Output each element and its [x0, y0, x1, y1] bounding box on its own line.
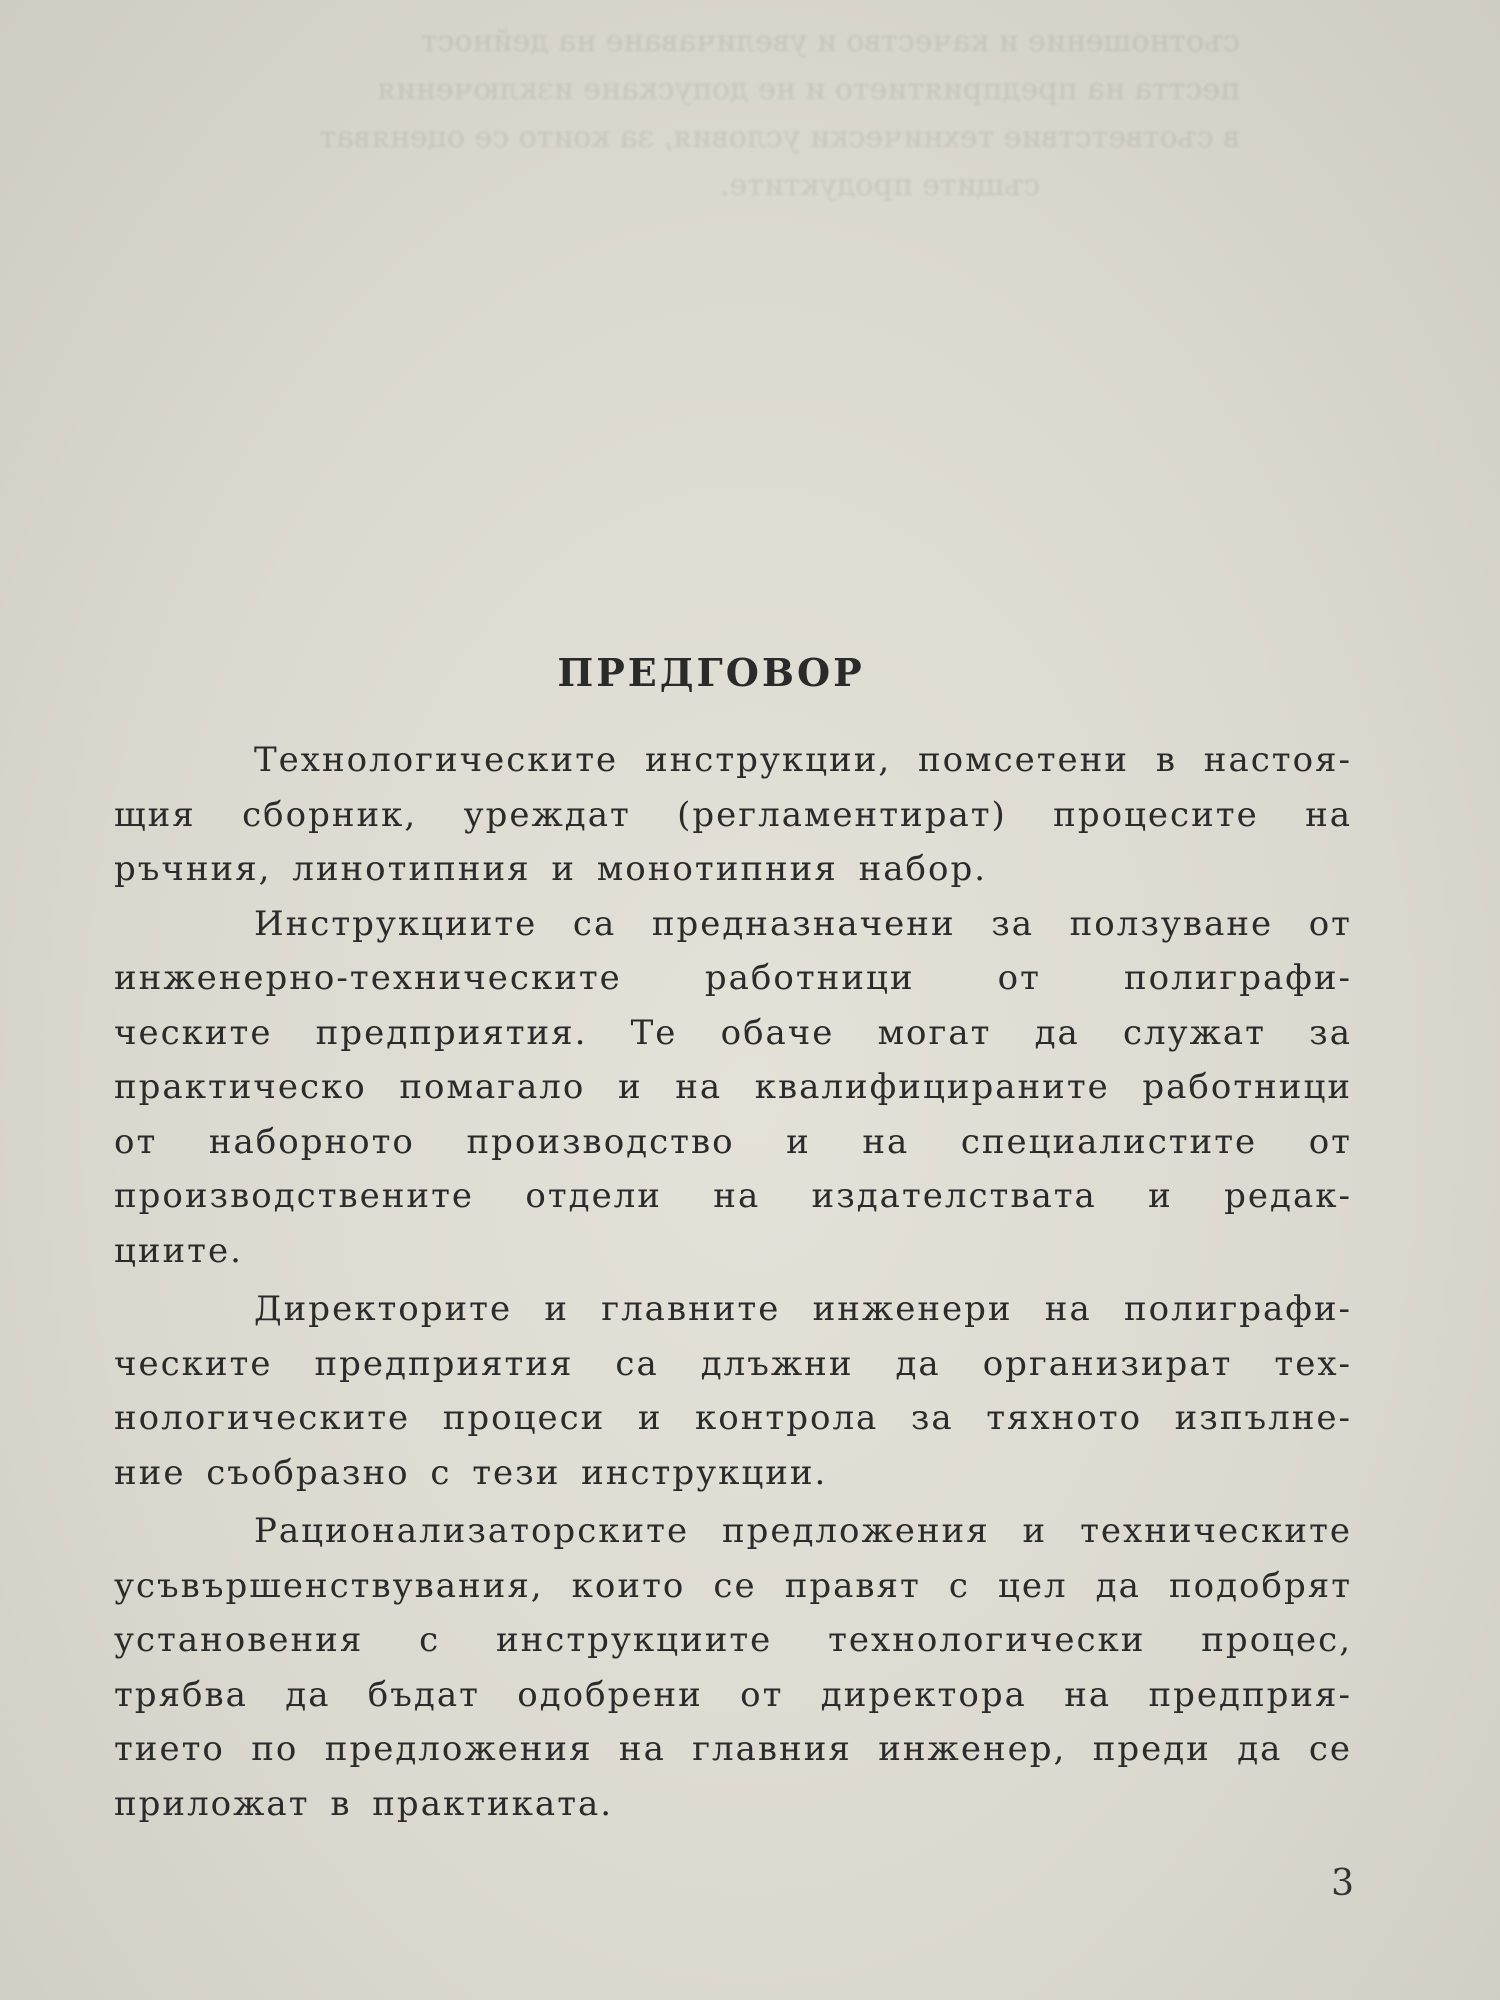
- text-line: ческите предприятия са длъжни да организират тех-: [114, 1343, 1352, 1384]
- text-line: ръчния, линотипния и монотипния набор.: [114, 849, 988, 889]
- text-line: Инструкциите са предназначени за ползуване от: [254, 903, 1352, 944]
- body-text: [114, 733, 1352, 1831]
- text-line: тието по предложения на главния инженер, преди да се: [114, 1729, 1352, 1769]
- paragraph: [114, 733, 1352, 897]
- paragraph: [114, 1504, 1352, 1831]
- text-line: ние съобразно с тези инструкции.: [114, 1452, 828, 1493]
- text-line: щия сборник, уреждат (регламентират) процесите на: [114, 794, 1352, 835]
- text-line: ческите предприятия. Те обаче могат да служат за: [114, 1012, 1352, 1053]
- paragraph: [114, 897, 1352, 1279]
- text-line: производствените отдели на издателствата и редак-: [114, 1176, 1352, 1216]
- show-through-line: в съответствие технически условия, за които се оценяват: [319, 120, 1240, 155]
- page-title: ПРЕДГОВОР: [557, 650, 865, 695]
- text-line: усъвършенствувания, които се правят с цел да подобрят: [114, 1565, 1352, 1606]
- text-line: приложат в практиката.: [114, 1783, 614, 1824]
- text-line: Директорите и главните инженери на полиграфи-: [254, 1289, 1352, 1329]
- text-line: установения с инструкциите технологически процес,: [114, 1620, 1352, 1660]
- text-line: практическо помагало и на квалифицираните работници: [114, 1067, 1352, 1107]
- show-through-line: същите продуктите.: [720, 168, 1041, 203]
- text-line: трябва да бъдат одобрени от директора на предприя-: [114, 1674, 1352, 1715]
- text-line: от наборното производство и на специалистите от: [114, 1121, 1352, 1162]
- show-through-line: пестта на предприятието и не допускане изключения: [376, 72, 1240, 107]
- text-line: Технологическите инструкции, помсетени в настоя-: [254, 740, 1352, 780]
- show-through-line: съотношение и качество и увеличаване на дейност: [421, 24, 1240, 59]
- text-line: инженерно-техническите работници от полиграфи-: [114, 958, 1352, 998]
- paragraph: [114, 1282, 1352, 1500]
- text-line: нологическите процеси и контрола за тяхното изпълне-: [114, 1398, 1352, 1438]
- show-through-text: [319, 18, 1240, 210]
- text-line: циите.: [114, 1230, 243, 1271]
- page-number: 3: [1331, 1863, 1354, 1904]
- text-line: Рационализаторските предложения и техническите: [254, 1511, 1352, 1551]
